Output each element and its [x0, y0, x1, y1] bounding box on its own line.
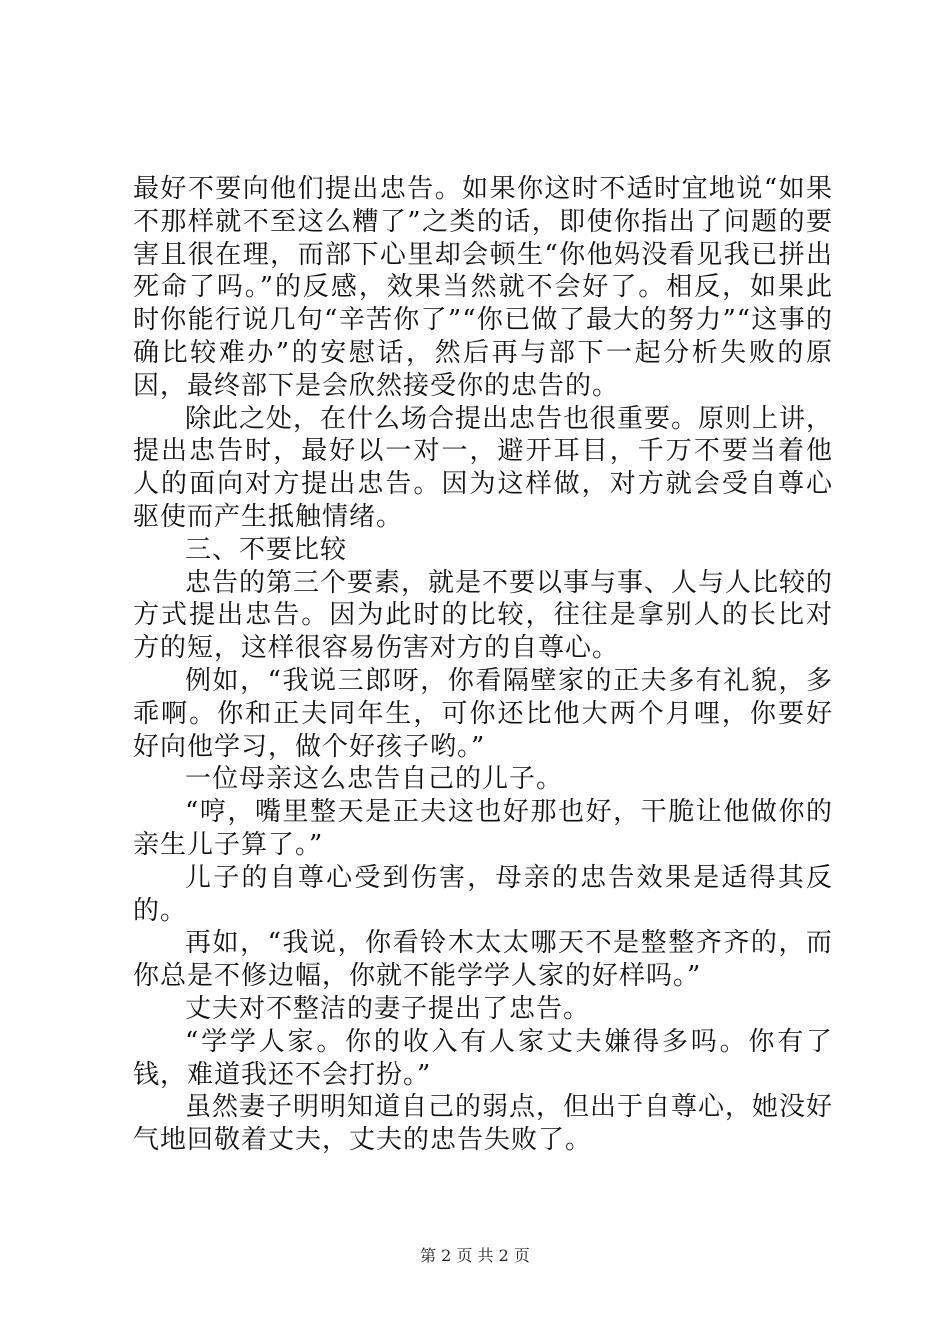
section-heading: 三、不要比较 — [185, 534, 348, 565]
paragraph: 除此之处，在什么场合提出忠告也很重要。原则上讲，提出忠告时，最好以一对一，避开耳目，千万不要当着他人的面向对方提出忠告。因为这样做，对方就会受自尊心驱使而产生抵触情绪。 — [133, 403, 834, 532]
paragraph: “学学人家。你的收入有人家丈夫嫌得多吗。你有了钱，难道我还不会打扮。” — [133, 1026, 833, 1090]
paragraph: 丈夫对不整洁的妻子提出了忠告。 — [185, 993, 591, 1024]
paragraph: 忠告的第三个要素，就是不要以事与事、人与人比较的方式提出忠告。因为此时的比较，往往是拿别人的长比对方的短，这样很容易伤害对方的自尊心。 — [133, 567, 834, 664]
paragraph: 一位母亲这么忠告自己的儿子。 — [185, 764, 564, 795]
paragraph: 儿子的自尊心受到伤害，母亲的忠告效果是适得其反的。 — [133, 862, 833, 926]
paragraph: 虽然妻子明明知道自己的弱点，但出于自尊心，她没好气地回敬着丈夫，丈夫的忠告失败了。 — [133, 1092, 834, 1156]
page-footer — [0, 1243, 950, 1266]
paragraph: 再如，“我说，你看铃木太太哪天不是整整齐齐的，而你总是不修边幅，你就不能学学人家的好样吗。” — [133, 928, 833, 992]
page-number: 第 2 页 共 2 页 — [420, 1246, 530, 1265]
document-body — [133, 173, 833, 1157]
paragraph: “哼，嘴里整天是正夫这也好那也好，干脆让他做你的亲生儿子算了。” — [133, 797, 833, 860]
paragraph-continued: 最好不要向他们提出忠告。如果你这时不适时宜地说“如果不那样就不至这么糟了”之类的话，即使你指出了问题的要害且很在理，而部下心里却会顿生“你他妈没看见我已拼出死命了吗。”的反感，效果当然就不会好了。相反，如果此时你能行说几句“辛苦你了”“你已做了最大的努力”“这事的确比较难办”的安慰话，然后再与部下一起分析失败的原因，最终部下是会欣然接受你的忠告的。 — [133, 174, 833, 401]
paragraph: 例如，“我说三郎呀，你看隔壁家的正夫多有礼貌，多乖啊。你和正夫同年生，可你还比他大两个月哩，你要好好向他学习，做个好孩子哟。” — [133, 665, 833, 762]
